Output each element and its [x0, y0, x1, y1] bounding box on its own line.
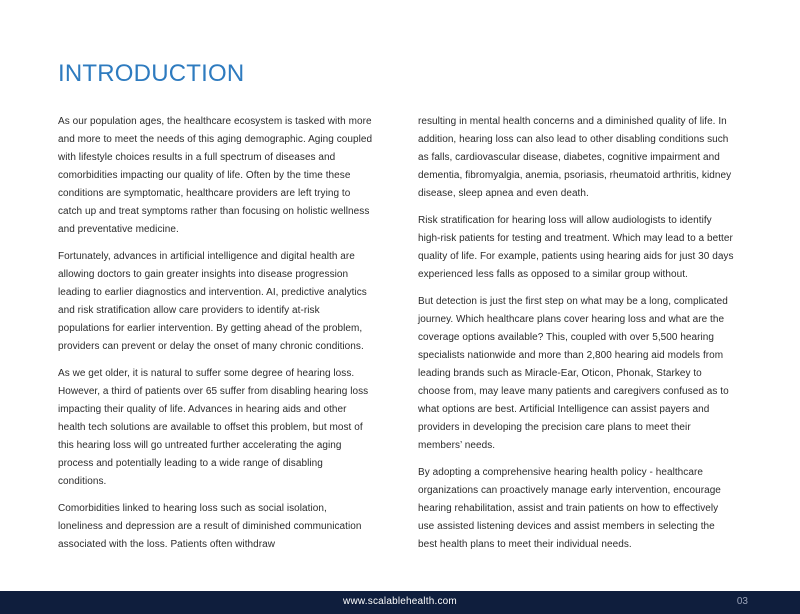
body-paragraph: As our population ages, the healthcare ecosystem is tasked with more and more to meet the needs of this aging demographic. Aging coupled with lifestyle choices results in a full spectrum of diseases and comorbidities impacting our quality of life. Often by the time these conditions are symptomatic, healthcare providers are left trying to catch up and treat symptoms rather than focusing on holistic wellness and preventative medicine.	[58, 116, 373, 235]
body-paragraph: resulting in mental health concerns and a diminished quality of life. In addition, hearing loss can also lead to other disabling conditions such as falls, cardiovascular disease, diabetes, cognitive impairment and dementia, fibromyalgia, anemia, psoriasis, rheumatoid arthritis, kidney disease, sleep apnea and even death.	[418, 116, 732, 199]
footer-website-link[interactable]: www.scalablehealth.com	[343, 596, 457, 607]
left-column	[58, 113, 373, 563]
body-paragraph: Comorbidities linked to hearing loss such as social isolation, loneliness and depression are a result of diminished communication associated with the loss. Patients often withdraw	[58, 503, 362, 550]
page-title: INTRODUCTION	[58, 60, 245, 87]
page-number: 03	[736, 596, 748, 607]
footer-bar	[0, 591, 800, 614]
body-paragraph: But detection is just the first step on what may be a long, complicated journey. Which healthcare plans cover hearing loss and what are the coverage options available? This, coupled with over 5,500 hearing specialists nationwide and more than 2,800 hearing aid models from leading brands such as Miracle-Ear, Oticon, Phonak, Starkey to choose from, may leave many patients and caregivers confused as to what options are best. Artificial Intelligence can assist payers and providers in developing the precision care plans to meet their members’ needs.	[418, 296, 729, 451]
right-column	[418, 113, 736, 563]
body-paragraph: As we get older, it is natural to suffer some degree of hearing loss. However, a third of patients over 65 suffer from disabling hearing loss impacting their quality of life. Advances in hearing aids and other health tech solutions are available to offset this problem, but most of this hearing loss will go untreated further accelerating the aging process and potentially leading to a wide range of disabling conditions.	[58, 368, 369, 487]
body-paragraph: Risk stratification for hearing loss will allow audiologists to identify high-risk patients for testing and treatment. Which may lead to a better quality of life. For example, patients using hearing aids for just 30 days experienced less falls as opposed to a similar group without.	[418, 215, 734, 280]
body-paragraph: Fortunately, advances in artificial intelligence and digital health are allowing doctors to gain greater insights into disease progression leading to earlier diagnostics and intervention. AI, predictive analytics and risk stratification allow care providers to identify at-risk populations for earlier intervention. By getting ahead of the problem, providers can prevent or delay the onset of many chronic conditions.	[58, 251, 367, 352]
body-paragraph: By adopting a comprehensive hearing health policy - healthcare organizations can proactively manage early intervention, encourage hearing rehabilitation, assist and train patients on how to effectively use assisted listening devices and assist members in selecting the best health plans to meet their individual needs.	[418, 467, 721, 550]
